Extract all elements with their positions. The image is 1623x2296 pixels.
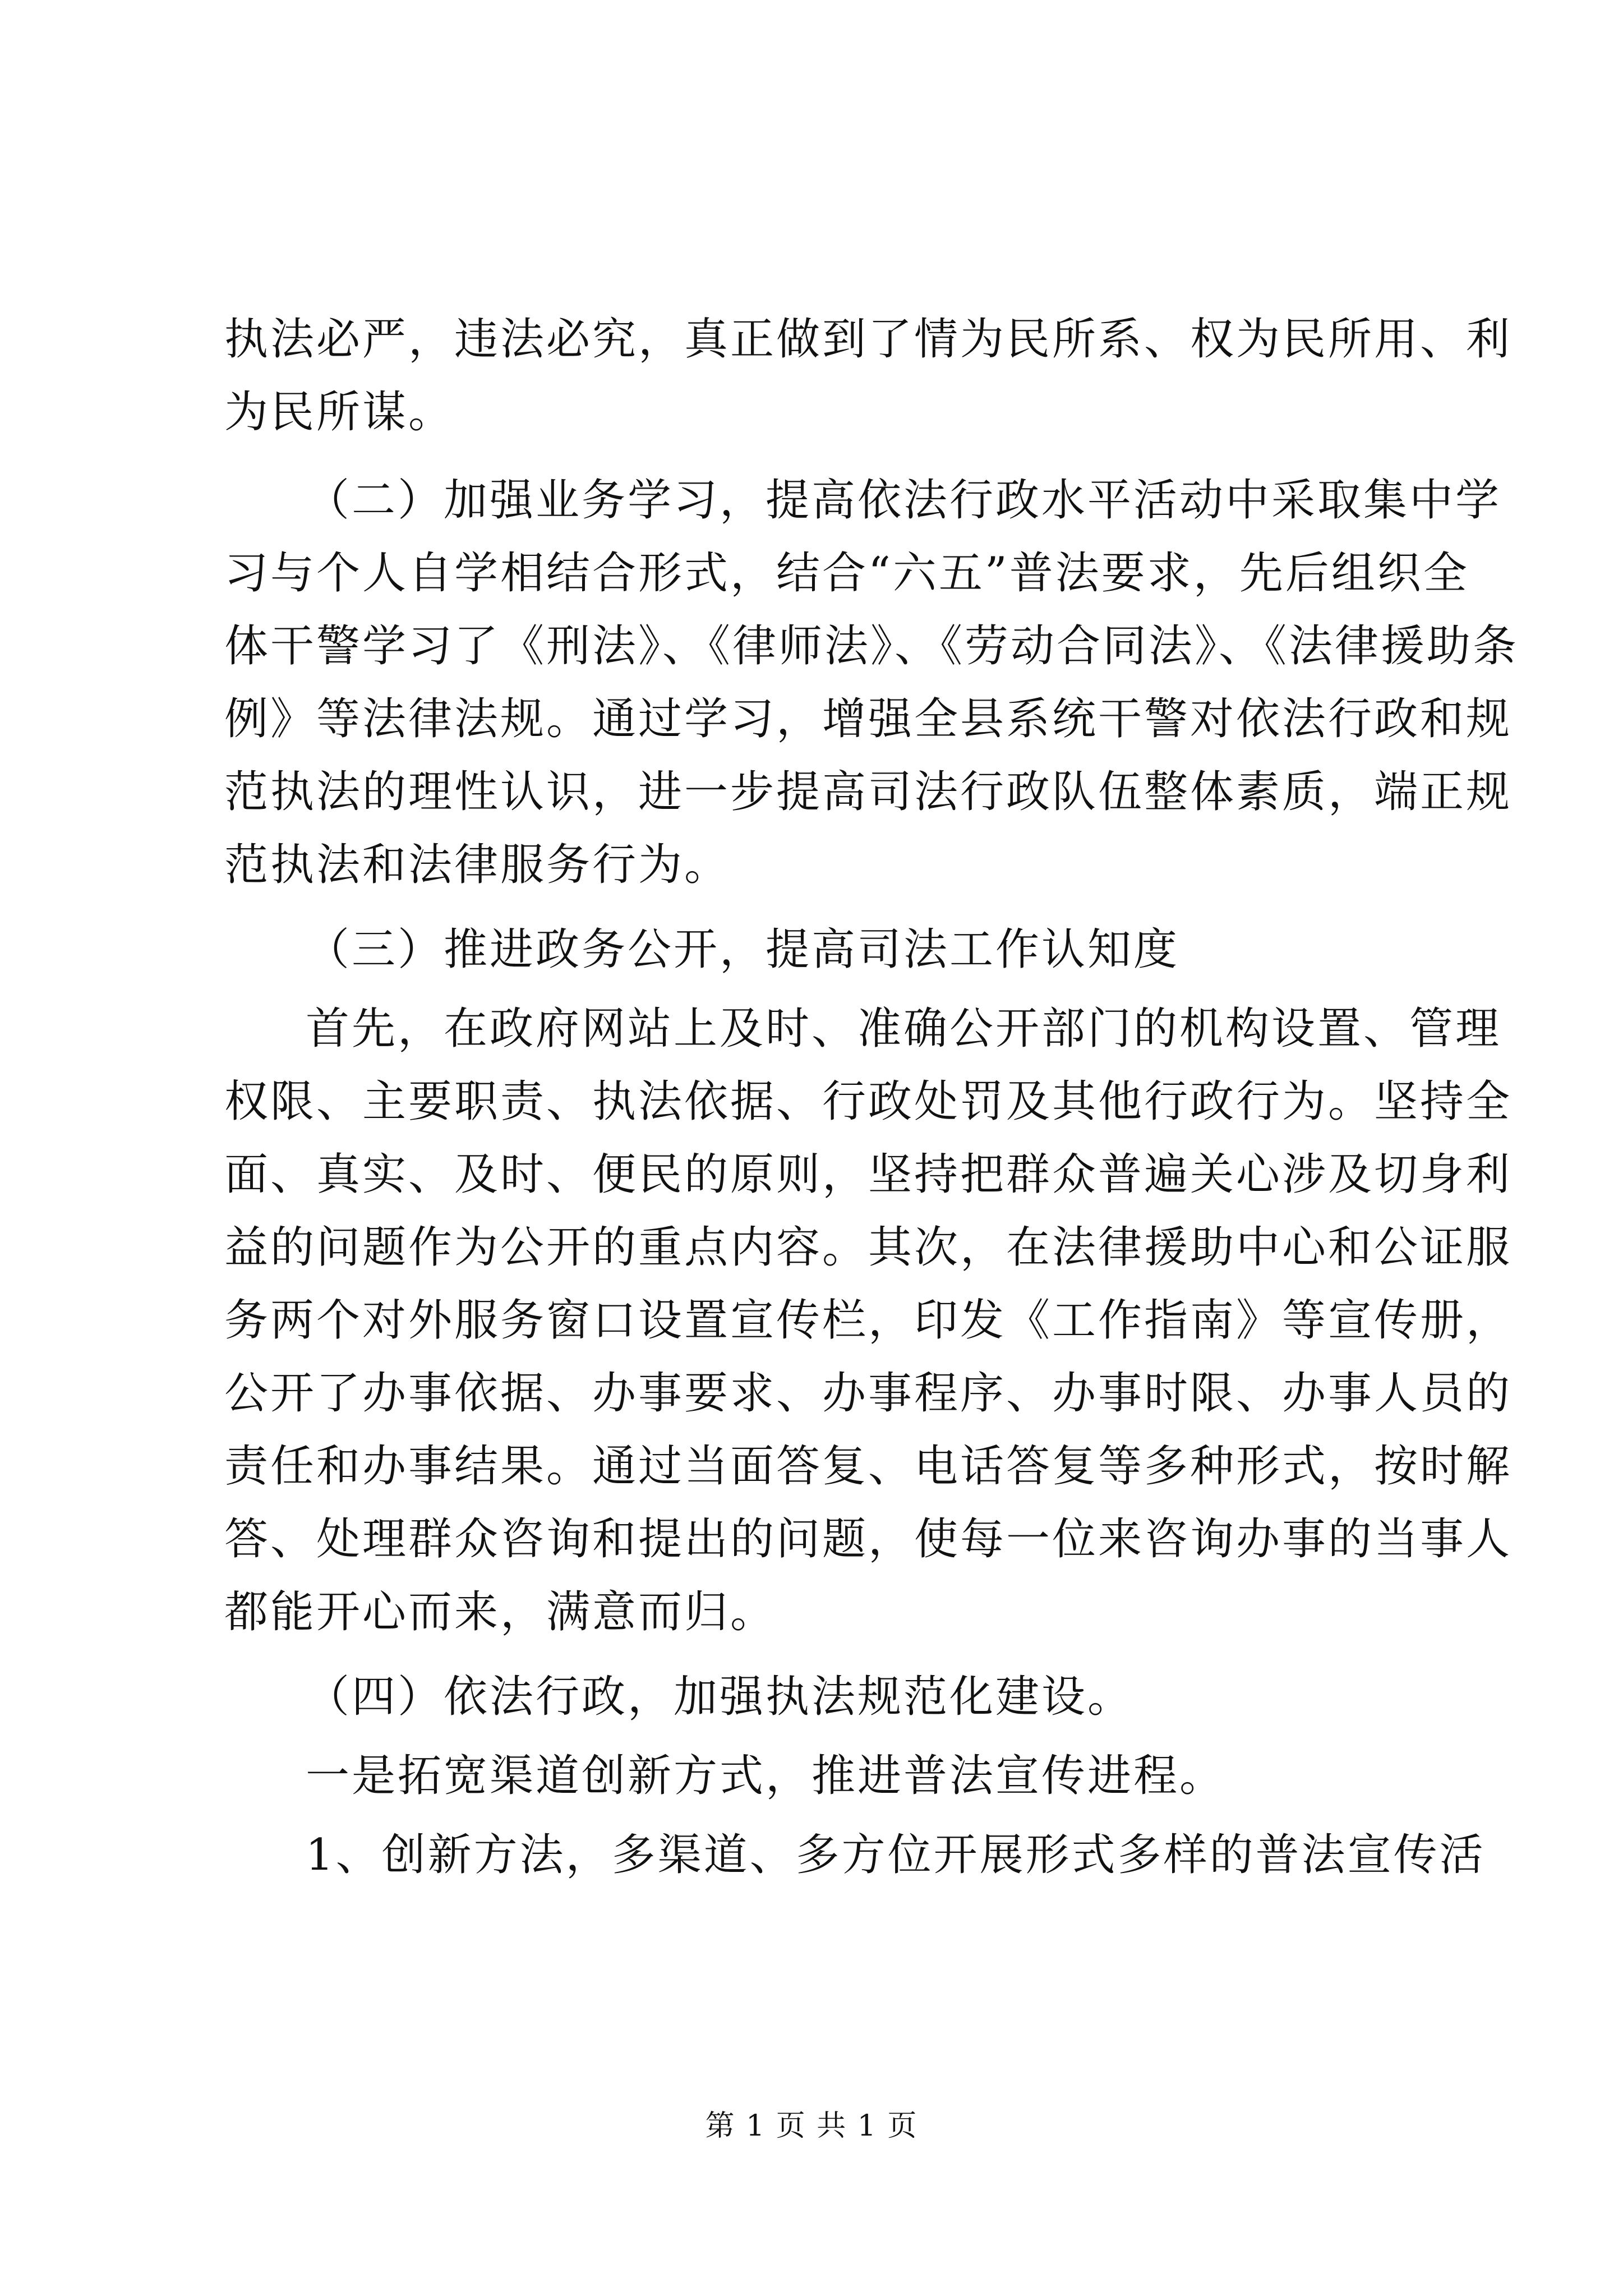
body-line-14: 务两个对外服务窗口设置宣传栏，印发《工作指南》等宣传册，: [224, 1295, 1513, 1346]
body-line-6: 例》等法律法规。通过学习，增强全县系统干警对依法行政和规: [224, 694, 1513, 744]
body-line-20: 一是拓宽渠道创新方式，推进普法宣传进程。: [306, 1751, 1226, 1801]
body-line-18: 都能开心而来，满意而归。: [224, 1587, 777, 1637]
body-line-1: 执法必严，违法必究，真正做到了情为民所系、权为民所用、利: [224, 314, 1513, 365]
body-line-17: 答、处理群众咨询和提出的问题，使每一位来咨询办事的当事人: [224, 1514, 1513, 1565]
body-line-21: 1、创新方法，多渠道、多方位开展形式多样的普法宣传活: [306, 1830, 1486, 1880]
body-line-4: 习与个人自学相结合形式，结合“六五”普法要求，先后组织全: [224, 548, 1469, 599]
body-line-13: 益的问题作为公开的重点内容。其次，在法律援助中心和公证服: [224, 1222, 1513, 1273]
page-footer: 第 1 页 共 1 页: [705, 2109, 918, 2143]
body-line-16: 责任和办事结果。通过当面答复、电话答复等多种形式，按时解: [224, 1441, 1513, 1492]
body-line-8: 范执法和法律服务行为。: [224, 840, 731, 890]
body-line-7: 范执法的理性认识，进一步提高司法行政队伍整体素质，端正规: [224, 767, 1513, 817]
body-line-2: 为民所谋。: [224, 387, 455, 438]
heading-section-4: （四）依法行政，加强执法规范化建设。: [306, 1672, 1134, 1722]
body-line-15: 公开了办事依据、办事要求、办事程序、办事时限、办事人员的: [224, 1368, 1513, 1419]
body-line-12: 面、真实、及时、便民的原则，坚持把群众普遍关心涉及切身利: [224, 1149, 1513, 1200]
body-line-5: 体干警学习了《刑法》、《律师法》、《劳动合同法》、《法律援助条: [224, 621, 1519, 671]
body-line-11: 权限、主要职责、执法依据、行政处罚及其他行政行为。坚持全: [224, 1076, 1513, 1127]
body-line-10: 首先，在政府网站上及时、准确公开部门的机构设置、管理: [306, 1004, 1502, 1054]
heading-section-2: （二）加强业务学习，提高依法行政水平活动中采取集中学: [306, 475, 1502, 526]
heading-section-3: （三）推进政务公开，提高司法工作认知度: [306, 924, 1180, 975]
